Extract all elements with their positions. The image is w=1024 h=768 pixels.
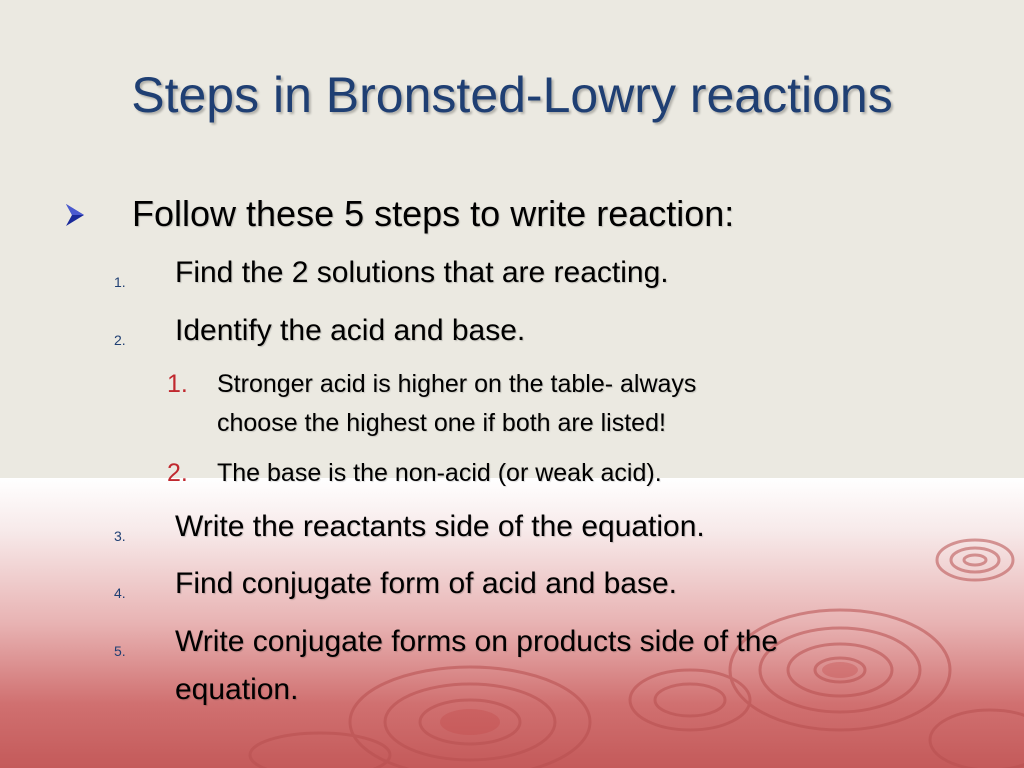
substep-text: The base is the non-acid (or weak acid). bbox=[217, 459, 662, 487]
step-number: 1. bbox=[114, 274, 126, 290]
step-number: 2. bbox=[114, 332, 126, 348]
slide-title: Steps in Bronsted-Lowry reactions bbox=[131, 67, 893, 123]
substep-number: 1. bbox=[167, 370, 188, 398]
step-number: 5. bbox=[114, 643, 126, 659]
substep-text: Stronger acid is higher on the table- always bbox=[217, 370, 697, 398]
step-text: Find conjugate form of acid and base. bbox=[175, 567, 677, 600]
step-number: 3. bbox=[114, 528, 126, 544]
step-text: Write conjugate forms on products side of the bbox=[175, 625, 779, 658]
step-number: 4. bbox=[114, 585, 126, 601]
step-text: Identify the acid and base. bbox=[175, 314, 526, 347]
arrow-bullet-icon bbox=[64, 200, 88, 230]
step-text: Find the 2 solutions that are reacting. bbox=[175, 256, 669, 289]
substep-text-continued: choose the highest one if both are listed! bbox=[217, 409, 666, 437]
substep-number: 2. bbox=[167, 459, 188, 487]
main-bullet: Follow these 5 steps to write reaction: bbox=[132, 193, 735, 234]
step-text: Write the reactants side of the equation. bbox=[175, 510, 705, 543]
step-text-continued: equation. bbox=[175, 673, 299, 706]
